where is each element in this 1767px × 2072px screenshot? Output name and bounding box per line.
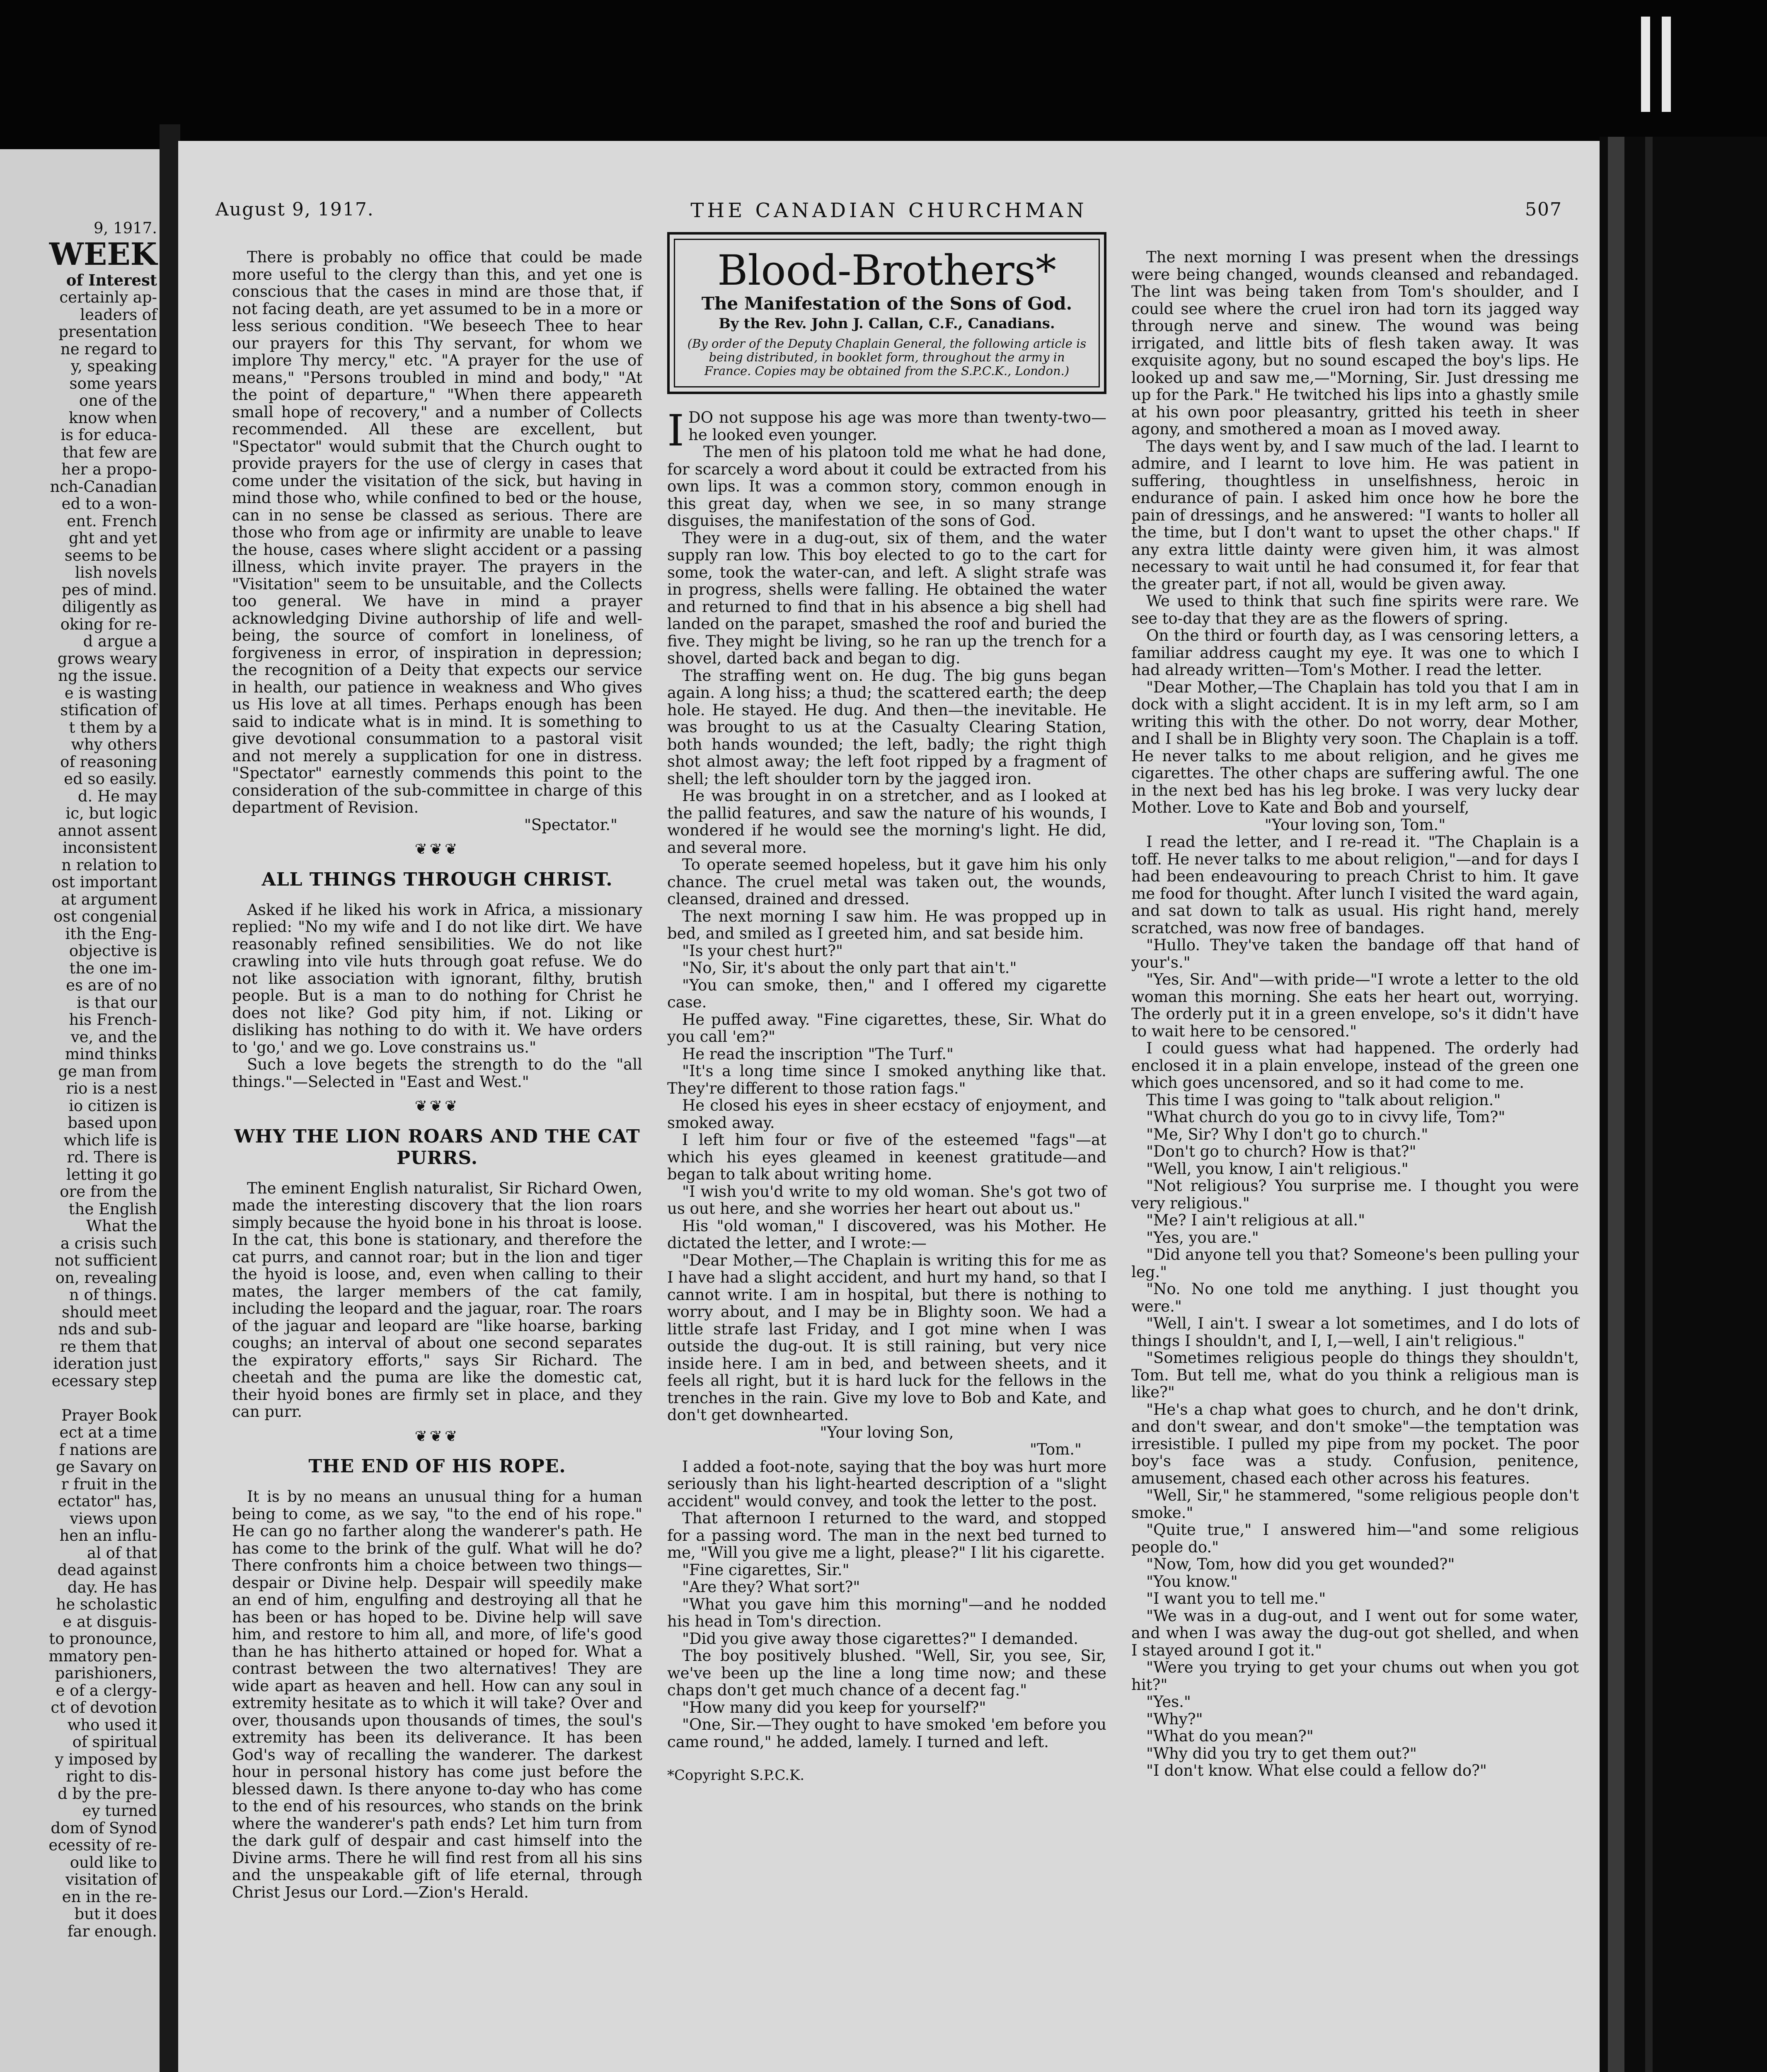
- paragraph: I read the letter, and I re-read it. "The Chaplain is a toff. He never talks to me about religion,"—and for days I had been endeavouring to preach Christ to him. It gave me food for thought. After lunch I visited the ward again, and sat down to talk as usual. His right hand, merely scratched, was now free of bandages.: [1131, 833, 1579, 937]
- article-byline: By the Rev. John J. Callan, C.F., Canadians.: [719, 315, 1055, 332]
- paragraph: "Yes, Sir. And"—with pride—"I wrote a letter to the old woman this morning. She eats her heart out, worrying. The orderly put it in a green envelope, so's it didn't have to wait here to be censored.": [1131, 971, 1579, 1040]
- paragraph: "Dear Mother,—The Chaplain has told you that I am in dock with a slight accident. It is in my left arm, so I am writing this with the other. Do not worry, dear Mother, and I shall be in Blighty very soon. The Chaplain is a toff. He never talks to me about religion, and he gives me cigarettes. The other chaps are suffering awful. The one in the next bed has his leg broke. I was very lucky dear Mother. Love to Kate and Bob and yourself,: [1131, 678, 1579, 816]
- letter-signoff: "Your loving Son,: [820, 1423, 954, 1441]
- facing-page-line: stification of: [60, 701, 157, 719]
- facing-page-line: ecessary step: [51, 1372, 157, 1390]
- paragraph: I left him four or five of the esteemed "fags"—at which his eyes gleamed in keenest gratitude—and began to talk about writing home.: [667, 1131, 1106, 1183]
- facing-page-line: ould like to: [70, 1853, 157, 1871]
- facing-page-line: ecessity of re-: [48, 1836, 157, 1854]
- facing-page-line: nch-Canadian: [50, 477, 157, 496]
- facing-page-line: mmatory pen-: [48, 1647, 157, 1665]
- drop-cap: I: [667, 405, 685, 456]
- rope-article: [232, 1488, 642, 1901]
- paragraph: "What do you mean?": [1146, 1727, 1314, 1745]
- paragraph: On the third or fourth day, as I was censoring letters, a familiar address caught my eye. It was one to which I had already written—Tom's Mother. I read the letter.: [1131, 627, 1579, 679]
- facing-page-line: ed so easily.: [64, 770, 157, 788]
- facing-page-line: to pronounce,: [49, 1630, 157, 1648]
- paragraph: "It's a long time since I smoked anything like that. They're different to those ration fags.": [667, 1062, 1106, 1097]
- paragraph: He closed his eyes in sheer ecstacy of enjoyment, and smoked away.: [667, 1097, 1106, 1132]
- column-3: [1131, 249, 1579, 1779]
- paragraph: "One, Sir.—They ought to have smoked 'em before you came round," he added, lamely. I turned and left.: [667, 1716, 1106, 1751]
- facing-page-line: ideration just: [53, 1355, 157, 1372]
- facing-page-line: day. He has: [67, 1578, 157, 1596]
- facing-page-line: should meet: [62, 1303, 157, 1321]
- paragraph: "Did you give away those cigarettes?" I demanded.: [682, 1629, 1078, 1648]
- paragraph: "Were you trying to get your chums out when you got hit?": [1131, 1658, 1579, 1694]
- letter-signature: "Tom.": [1030, 1440, 1082, 1458]
- facing-page-line: views upon: [70, 1509, 157, 1527]
- facing-page-line: d by the pre-: [58, 1784, 157, 1803]
- facing-page-line: right to dis-: [66, 1767, 157, 1785]
- facing-page-line: hen an influ-: [59, 1527, 157, 1544]
- facing-page-line: inconsistent: [63, 839, 157, 857]
- facing-page-line: that few are: [62, 443, 157, 461]
- paragraph: "Well, Sir," he stammered, "some religious people don't smoke.": [1131, 1486, 1579, 1522]
- facing-page-line: the English: [68, 1200, 157, 1218]
- paragraph: "You can smoke, then," and I offered my cigarette case.: [667, 976, 1106, 1011]
- facing-page-line: know when: [68, 409, 157, 427]
- paragraph: "What church do you go to in civvy life, Tom?": [1146, 1108, 1506, 1126]
- facing-page-line: grows weary: [57, 649, 157, 668]
- paragraph: They were in a dug-out, six of them, and the water supply ran low. This boy elected to go to the cart for some, took the water-can, and left. A slight strafe was in progress, shells were falling. He obtained the water and returned to find that in his absence a big shell had landed on the parapet, smashed the roof and buried the five. They might be living, so he ran up the trench for a shovel, darted back and began to dig.: [667, 529, 1106, 667]
- paragraph: "Me, Sir? Why I don't go to church.": [1146, 1125, 1428, 1143]
- facing-page-line: re them that: [60, 1337, 157, 1356]
- facing-page-line: ost important: [51, 873, 157, 891]
- masthead-title: THE CANADIAN CHURCHMAN: [690, 199, 1087, 222]
- facing-page-line: who used it: [67, 1716, 157, 1734]
- facing-page-line: seems to be: [64, 546, 157, 564]
- paragraph: "No. No one told me anything. I just thought you were.": [1131, 1280, 1579, 1315]
- first-paragraph: DO not suppose his age was more than twenty-two—he looked even younger.: [688, 409, 1106, 444]
- facing-page-line: is that our: [77, 993, 157, 1012]
- ornament-divider: ❦❦❦: [414, 1428, 460, 1445]
- paragraph: He puffed away. "Fine cigarettes, these, Sir. What do you call 'em?": [667, 1010, 1106, 1046]
- letter-signature: "Your loving son, Tom.": [1264, 816, 1446, 834]
- prayer-article: [232, 249, 642, 816]
- facing-page-line: objective is: [69, 942, 157, 960]
- facing-page-lines: [4, 289, 157, 1940]
- facing-page-line: far enough.: [67, 1922, 157, 1940]
- copyright-footnote: *Copyright S.P.C.K.: [667, 1767, 805, 1784]
- heading-lion-roars: WHY THE LION ROARS AND THE CAT PURRS.: [234, 1126, 640, 1169]
- paragraph: "What you gave him this morning"—and he nodded his head in Tom's direction.: [667, 1595, 1106, 1630]
- paragraph: The next morning I was present when the dressings were being changed, wounds cleansed and rebandaged. The lint was being taken from Tom's shoulder, and I could see where the cruel iron had torn its jagged way through nerve and sinew. The wound was being irrigated, and little bits of flesh taken away. It was exquisite agony, but no sound escaped the boy's lips. He looked up and saw me,—"Morning, Sir. Just dressing me up for the Park." He twitched his lips into a ghastly smile at his own poor pleasantry, gritted his teeth in sheer agony, and smothered a moan as I moved away.: [1131, 248, 1579, 438]
- facing-page-line: dom of Synod: [51, 1819, 157, 1837]
- facing-page-line: which life is: [63, 1131, 157, 1149]
- facing-page-line: oking for re-: [60, 615, 157, 633]
- paragraph: This time I was going to "talk about religion.": [1146, 1091, 1501, 1109]
- paragraph: "Is your chest hurt?": [682, 942, 843, 960]
- article-subtitle: The Manifestation of the Sons of God.: [701, 293, 1072, 314]
- facing-page-line: based upon: [68, 1114, 157, 1132]
- paragraph: I could guess what had happened. The orderly had enclosed it in a plain envelope, instead of the green one which goes uncensored, and so it had come to me.: [1131, 1039, 1579, 1092]
- facing-page-line: What the: [86, 1217, 157, 1235]
- facing-page-text: [4, 220, 157, 1940]
- paragraph: "Now, Tom, how did you get wounded?": [1146, 1555, 1455, 1573]
- facing-page-line: ve, and the: [70, 1028, 157, 1046]
- paragraph: Such a love begets the strength to do the "all things."—Selected in "East and West.": [232, 1055, 642, 1091]
- facing-page-line: ore from the: [60, 1183, 157, 1201]
- facing-page-line: ent. French: [67, 512, 157, 530]
- facing-page-line: her a propo-: [61, 460, 157, 478]
- facing-page-line: at argument: [61, 890, 157, 908]
- column-2: [667, 246, 1106, 1784]
- paragraph: "Why?": [1146, 1710, 1203, 1728]
- paragraph: "Did anyone tell you that? Someone's been pulling your leg.": [1131, 1246, 1579, 1281]
- facing-page-line: one of the: [79, 392, 157, 409]
- facing-page-line: visitation of: [65, 1871, 157, 1888]
- heading-end-of-his-rope: THE END OF HIS ROPE.: [308, 1456, 566, 1477]
- lion-article: [232, 1180, 642, 1421]
- page-number: 507: [1525, 199, 1562, 220]
- facing-page-line: parishioners,: [55, 1664, 157, 1682]
- story-paragraphs: [667, 443, 1106, 1424]
- facing-page-line: t them by a: [69, 718, 157, 736]
- paragraph: The eminent English naturalist, Sir Richard Owen, made the interesting discovery that the lion roars simply because the hyoid bone in his throat is loose. In the cat, this bone is stationary, and therefore the cat purrs, and cannot roar; but in the lion and tiger the hyoid is loose, and, even when calling to their mates, the larger members of the cat family, including the leopard and the jaguar, roar. The roars of the jaguar and leopard are "like hoarse, barking coughs; an interval of about one second separates the expiratory efforts," says Sir Richard. The cheetah and the puma are like the domestic cat, their hyoid bones are firmly set in place, and they can purr.: [232, 1179, 642, 1421]
- facing-page-heading: WEEK: [49, 236, 157, 272]
- paragraph: It is by no means an unusual thing for a human being to come, as we say, "to the end of his rope." He can go no farther along the wanderer's path. He has come to the brink of the gulf. What will he do? There confronts him a choice between two things—despair or Divine help. Despair will speedily make an end of him, engulfing and destroying all that he has been or has hoped to be. Divine help will save him, and restore to him all, and more, of life's good than he has hitherto attained or hoped for. What a contrast between the two alternatives! They are wide apart as heaven and hell. How can any soul in extremity hesitate as to which it will take? Over and over, thousands upon thousands of times, the soul's extremity has been its deliverance. It has been God's way of recalling the wanderer. The darkest hour in personal history has come just before the blessed dawn. Is there anyone to-day who has come to the end of his resources, who stands on the brink where the wanderer's path ends? Let him turn from the dark gulf of despair and cast himself into the Divine arms. There he will find rest from all his sins and the unspeakable gift of life eternal, through Christ Jesus our Lord.—Zion's Herald.: [232, 1488, 642, 1901]
- paragraph: "Yes, you are.": [1146, 1228, 1259, 1247]
- facing-page-line: letting it go: [66, 1165, 157, 1184]
- book-binding-edge: [1600, 137, 1767, 2072]
- facing-page-line: ct of devotion: [51, 1699, 157, 1716]
- christ-article: [232, 901, 642, 1091]
- paragraph: The boy positively blushed. "Well, Sir, you see, Sir, we've been up the line a long time now; and these chaps don't get much chance of a decent fag.": [667, 1647, 1106, 1699]
- facing-page-line: of spiritual: [72, 1733, 157, 1751]
- paragraph: The next morning I saw him. He was propped up in bed, and smiled as I greeted him, and sat beside him.: [667, 907, 1106, 942]
- facing-page-line: pes of mind.: [61, 581, 157, 599]
- facing-page-line: al of that: [87, 1544, 157, 1562]
- facing-page-line: d argue a: [83, 632, 157, 650]
- facing-page-line: on, revealing: [55, 1268, 157, 1287]
- paragraph: "Hullo. They've taken the bandage off that hand of your's.": [1131, 936, 1579, 971]
- facing-page-line: ey turned: [82, 1802, 157, 1820]
- facing-page-line: leaders of: [80, 305, 157, 324]
- paragraph: "Fine cigarettes, Sir.": [682, 1561, 850, 1579]
- title-box: [667, 232, 1106, 394]
- paragraph: "Well, you know, I ain't religious.": [1146, 1159, 1409, 1178]
- paragraph: That afternoon I returned to the ward, and stopped for a passing word. The man in the next bed turned to me, "Will you give me a light, please?" I lit his cigarette.: [667, 1509, 1106, 1561]
- ornament-divider: ❦❦❦: [414, 841, 460, 858]
- facing-page-line: ge man from: [58, 1062, 157, 1080]
- article-note: (By order of the Deputy Chaplain General, the following article is being distributed, in booklet form, throughout the army in France. Copies may be obtained from the S.P.C.K., London.): [687, 336, 1087, 378]
- paragraph: "I don't know. What else could a fellow do?": [1146, 1762, 1487, 1779]
- facing-page-line: rio is a nest: [66, 1080, 157, 1097]
- paragraph: "Me? I ain't religious at all.": [1146, 1211, 1365, 1229]
- paragraph: "No, Sir, it's about the only part that ain't.": [682, 959, 1017, 977]
- heading-all-things-through-christ: ALL THINGS THROUGH CHRIST.: [261, 869, 613, 890]
- paragraph: The days went by, and I saw much of the lad. I learnt to admire, and I learnt to love him. He was patient in suffering, thoughtless in unselfishness, heroic in endurance of pain. I asked him once how he bore the pain of dressings, and he answered: "I wants to holler all the time, but I don't want to upset the other chaps." If any extra little dainty were given him, it was almost necessary to wait until he had consumed it, for fear that the greater part, if not all, would be given away.: [1131, 437, 1579, 593]
- facing-page-line: es are of no: [66, 976, 157, 994]
- facing-page-line: his French-: [69, 1011, 157, 1029]
- page-header: [215, 199, 1562, 224]
- facing-page-line: diligently as: [62, 598, 157, 616]
- facing-page-line: he scholastic: [56, 1595, 157, 1613]
- facing-page-line: en in the re-: [62, 1888, 157, 1906]
- facing-page-line: e at disguis-: [63, 1612, 157, 1631]
- paragraph: "We was in a dug-out, and I went out for some water, and when I was away the dug-out got shelled, and when I stayed around I got it.": [1131, 1607, 1579, 1659]
- facing-page-line: some years: [69, 374, 157, 392]
- paragraph: The straffing went on. He dug. The big guns began again. A long hiss; a thud; the scattered earth; the deep hole. He stayed. He dug. And then—the inevitable. He was brought to us at the Casualty Clearing Station, both hands wounded; the left, badly; the right thigh shot almost away; the left foot ripped by a fragment of shell; the left shoulder torn by the jagged iron.: [667, 666, 1106, 788]
- paragraph: The men of his platoon told me what he had done, for scarcely a word about it could be extracted from his own lips. It was a common story, common enough in this great day, when we see, in so many strange disguises, the manifestation of the sons of God.: [667, 443, 1106, 530]
- facing-page-line: ght and yet: [68, 529, 157, 547]
- facing-page-line: nds and sub-: [58, 1320, 157, 1338]
- paragraph: "I wish you'd write to my old woman. She's got two of us out here, and she worries her heart out about us.": [667, 1182, 1106, 1218]
- prayer-signature: "Spectator.": [524, 816, 617, 834]
- paragraph: I added a foot-note, saying that the boy was hurt more seriously than his light-hearted description of a "slight accident" would convey, and took the letter to the post.: [667, 1457, 1106, 1510]
- facing-page-line: ng the issue.: [58, 667, 157, 685]
- facing-page-line: but it does: [74, 1905, 157, 1923]
- facing-page-line: Prayer Book: [61, 1406, 157, 1424]
- paragraph: "Are they? What sort?": [682, 1578, 860, 1596]
- paragraph: His "old woman," I discovered, was his Mother. He dictated the letter, and I wrote:—: [667, 1217, 1106, 1252]
- paragraph: "Why did you try to get them out?": [1146, 1744, 1417, 1762]
- facing-page-line: ge Savary on: [56, 1458, 157, 1476]
- facing-page-date: 9, 1917.: [94, 219, 157, 237]
- paragraph: "Yes.": [1146, 1693, 1191, 1711]
- facing-page-line: io citizen is: [69, 1097, 157, 1115]
- facing-page-subheading: of Interest: [66, 271, 157, 289]
- facing-page-line: ic, but logic: [65, 804, 157, 822]
- facing-page-line: a crisis such: [60, 1234, 157, 1252]
- facing-page-line: ectator" has,: [58, 1492, 157, 1510]
- paragraph: "He's a chap what goes to church, and he don't drink, and don't swear, and don't smoke"—the temptation was irresistible. I pulled my pipe from my pocket. The poor boy's face was a study. Confusion, penitence, amusement, chased each other across his features.: [1131, 1400, 1579, 1487]
- facing-page-line: d. He may: [77, 787, 157, 805]
- paragraph: To operate seemed hopeless, but it gave him his only chance. The cruel metal was taken out, the wounds, cleansed, drained and dressed.: [667, 856, 1106, 908]
- facing-page-line: certainly ap-: [59, 288, 157, 306]
- story-paragraphs-continued: [1131, 833, 1579, 1779]
- facing-page-line: r fruit in the: [61, 1475, 157, 1493]
- facing-page-line: ith the Eng-: [65, 925, 157, 943]
- column-1: [232, 249, 642, 1901]
- paragraph: There is probably no office that could be made more useful to the clergy than this, and yet one is conscious that the cases in mind are those that, if not facing death, are yet assumed to be in a more or less serious condition. "We beseech Thee to hear our prayers for this Thy servant, for whom we implore Thy mercy," etc. "A prayer for the use of means," "Persons troubled in mind and body," "At the point of departure," "When there appeareth small hope of recovery," and a number of Collects recommended. All these are excellent, but "Spectator" would submit that the Church ought to provide prayers for the use of clergy in cases that come under the visitation of the sick, but having in mind those who, while confined to bed or the house, can in no sense be classed as serious. There are those who from age or infirmity are unable to leave the house, cases where slight accident or a passing illness, which invite prayer. The prayers in the "Visitation" seem to be unsuitable, and the Collects too general. We have in mind a prayer acknowledging Divine authorship of life and well-being, the source of comfort in loneliness, of forgiveness in error, of inspiration in depression; the recognition of a Deity that expects our service in health, our patience in weakness and Who gives us His love at all times. Perhaps enough has been said to indicate what is in mind. It is something to give devotional consummation to a pastoral visit and not merely a supplication for one in distress. "Spectator" earnestly commends this point to the consideration of the sub-committee in charge of this department of Revision.: [232, 248, 642, 816]
- story-paragraphs: [1131, 249, 1579, 816]
- paragraph: "Well, I ain't. I swear a lot sometimes, and I do lots of things I shouldn't, and I, I,—well, I ain't religious.": [1131, 1314, 1579, 1350]
- paragraph: "Quite true," I answered him—"and some religious people do.": [1131, 1521, 1579, 1556]
- facing-page-line: presentation: [58, 323, 157, 341]
- paragraph: He was brought in on a stretcher, and as I looked at the pallid features, and saw the nature of his wounds, I wondered if he would see the morning's light. He did, and several more.: [667, 787, 1106, 857]
- paragraph: "Don't go to church? How is that?": [1146, 1143, 1416, 1160]
- paragraph: He read the inscription "The Turf.": [682, 1045, 954, 1063]
- paragraph: "Sometimes religious people do things they shouldn't, Tom. But tell me, what do you think a religious man is like?": [1131, 1349, 1579, 1401]
- facing-page-line: is for educa-: [61, 426, 157, 444]
- facing-page-line: [4, 1389, 157, 1407]
- facing-page-line: n of things.: [69, 1286, 157, 1304]
- facing-page-line: ost congenial: [53, 908, 157, 925]
- paragraph: Asked if he liked his work in Africa, a missionary replied: "No my wife and I do not like dirt. We have reasonably refined sensibilities. We do not like crawling into vile huts through goat refuse. We do not like association with ignorant, filthy, brutish people. But is a man to do nothing for Christ he does not like? God pity him, if not. Liking or disliking has nothing to do with it. We have orders to 'go,' and we go. Love constrains us.": [232, 900, 642, 1056]
- facing-page-line: dead against: [57, 1561, 157, 1579]
- article-title: Blood-Brothers*: [717, 246, 1057, 295]
- issue-date: August 9, 1917.: [215, 199, 374, 220]
- ornament-divider: ❦❦❦: [414, 1098, 460, 1115]
- facing-page-line: f nations are: [59, 1440, 157, 1459]
- paragraph: "Not religious? You surprise me. I thought you were very religious.": [1131, 1177, 1579, 1212]
- paragraph: "I want you to tell me.": [1146, 1590, 1326, 1607]
- film-mark: [1641, 17, 1650, 112]
- paragraph: "Dear Mother,—The Chaplain is writing this for me as I have had a slight accident, and hurt my hand, so that I cannot write. I am in hospital, but there is nothing to worry about, and I may be in Blighty soon. We had a little strafe last Friday, and I got mine when I was outside the dug-out. It is still raining, but very nice inside here. I am in bed, and between sheets, and it feels all right, but it is hard luck for the fellows in the trenches in the rain. Give my love to Bob and Kate, and don't get downhearted.: [667, 1251, 1106, 1424]
- paragraph: "How many did you keep for yourself?": [682, 1698, 986, 1716]
- facing-page-line: the one im-: [69, 959, 157, 977]
- facing-page-line: y imposed by: [55, 1750, 157, 1768]
- facing-page-line: why others: [71, 736, 157, 753]
- paragraph: "You know.": [1146, 1572, 1238, 1590]
- facing-page-line: of reasoning: [60, 753, 157, 771]
- facing-page-line: n relation to: [61, 856, 157, 874]
- facing-page-line: e of a clergy-: [56, 1681, 157, 1699]
- newspaper-page: [178, 141, 1600, 2072]
- facing-page-line: ect at a time: [59, 1423, 157, 1441]
- facing-page-line: mind thinks: [65, 1045, 157, 1063]
- facing-page-line: annot assent: [58, 821, 157, 840]
- film-mark: [1662, 17, 1671, 112]
- paragraph: We used to think that such fine spirits were rare. We see to-day that they are as the flowers of spring.: [1131, 592, 1579, 627]
- story-paragraphs-continued: [667, 1458, 1106, 1751]
- facing-page-line: ne regard to: [60, 340, 157, 358]
- book-gutter: [160, 124, 180, 2072]
- facing-page-line: not sufficient: [55, 1251, 157, 1269]
- facing-page-line: rd. There is: [67, 1148, 157, 1166]
- facing-page-line: y, speaking: [71, 357, 157, 375]
- facing-page-line: e is wasting: [64, 684, 157, 702]
- facing-page-line: lish novels: [75, 564, 157, 581]
- facing-page-line: ed to a won-: [61, 495, 157, 513]
- facing-page-edge: [0, 149, 160, 2072]
